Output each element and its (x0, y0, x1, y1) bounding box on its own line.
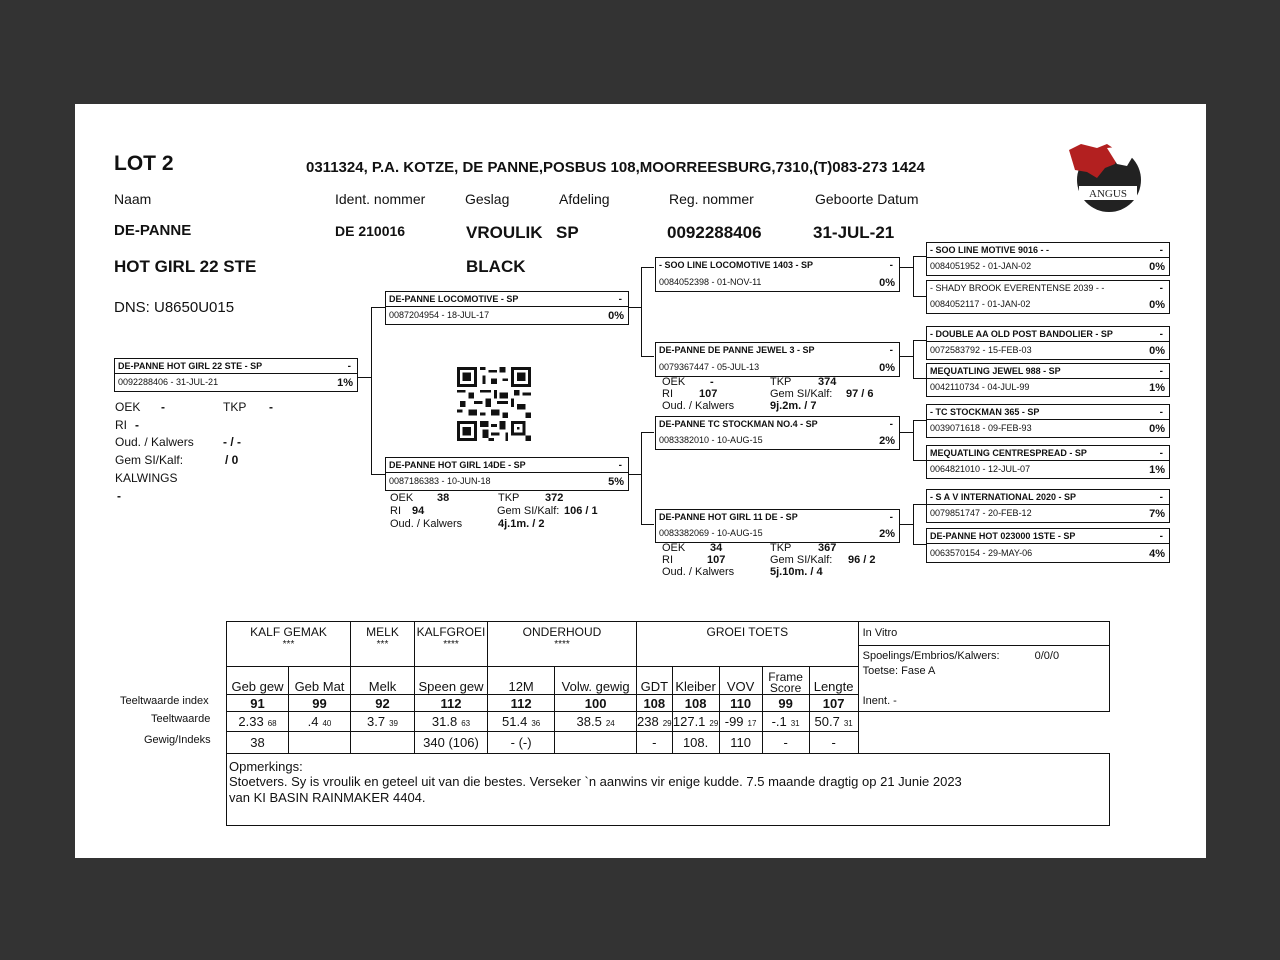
dam-performance (390, 492, 630, 532)
pedigree-box-name: - DOUBLE AA OLD POST BANDOLIER - SP (930, 329, 1113, 339)
pedigree-box-percent: 0% (1149, 423, 1165, 435)
label-ri: RI (662, 388, 673, 400)
remarks-text: Stoetvers. Sy is vroulik en geteel uit van die bestes. Verseker `n aanwins vir enige kudde. 7.5 maande dragtig op 21 Junie 2023 van KI BASIN RAINMAKER 4404. (229, 774, 962, 805)
inent-label: Inent. - (862, 695, 897, 707)
index-cell: 110 (719, 695, 762, 712)
value-oek: - (710, 376, 714, 388)
pedigree-box-divider (927, 419, 1169, 420)
pedigree-connector (641, 432, 654, 433)
pedigree-box-percent: 7% (1149, 508, 1165, 520)
ebv-value: -.1 (771, 714, 787, 729)
pedigree-connector (628, 307, 641, 308)
pedigree-box-sire (385, 291, 629, 325)
pedigree-box-percent: 5% (608, 476, 624, 488)
pedigree-box-reg: 0063570154 - 29-MAY-06 (930, 548, 1033, 558)
weight-cell: - (809, 732, 858, 754)
sire-dam-performance (662, 376, 902, 416)
ebv-cell (672, 712, 719, 732)
col-header: Geb gew (227, 667, 289, 695)
pedigree-box-dash: - (1159, 329, 1163, 340)
ebv-accuracy: 40 (322, 719, 332, 728)
col-header: 12M (488, 667, 555, 695)
pedigree-box-reg: 0064821010 - 12-JUL-07 (930, 464, 1031, 474)
pedigree-box-reg: 0084052117 - 01-JAN-02 (930, 299, 1031, 309)
index-cell: 91 (227, 695, 289, 712)
pedigree-box-dam-dam (655, 509, 900, 543)
value-oud-kalwers: - / - (223, 435, 241, 449)
col-header: VOV (719, 667, 762, 695)
lot-number: LOT 2 (114, 152, 174, 175)
toetse-label: Toetse: Fase A (862, 665, 936, 677)
label-ri: RI (390, 505, 401, 517)
pedigree-box-dash: - (618, 460, 622, 471)
ebv-accuracy: 68 (267, 719, 277, 728)
subject-performance (115, 398, 315, 508)
pedigree-box-name: DE-PANNE DE PANNE JEWEL 3 - SP (659, 345, 815, 355)
label-oud-kalwers: Oud. / Kalwers (115, 435, 194, 449)
pedigree-box-dash: - (618, 294, 622, 305)
pedigree-box-dash: - (1159, 245, 1163, 256)
pedigree-box-ggp (926, 280, 1170, 314)
group-label: MELK (366, 625, 399, 639)
pedigree-connector (628, 474, 641, 475)
weight-cell: - (637, 732, 673, 754)
value-gem: 106 / 1 (564, 505, 598, 517)
pedigree-box-divider (927, 257, 1169, 258)
value-ri: 94 (412, 505, 425, 517)
pedigree-box-dash: - (889, 512, 893, 523)
remarks-title: Opmerkings: (229, 759, 303, 774)
row-label-weights: Gewig/Indeks (144, 734, 211, 746)
pedigree-box-reg: 0039071618 - 09-FEB-93 (930, 423, 1032, 433)
pedigree-box-dam-sire (655, 416, 900, 450)
value-kalwings: - (117, 489, 121, 503)
label-geslag: Geslag (465, 191, 510, 207)
value-oud-kalwers: 5j.10m. / 4 (770, 566, 823, 578)
value-tkp: 374 (818, 376, 837, 388)
pedigree-connector (899, 267, 913, 268)
pedigree-connector (371, 307, 372, 474)
pedigree-box-divider (927, 543, 1169, 544)
row-label-index: Teeltwaarde index (120, 695, 209, 707)
pedigree-connector (913, 420, 914, 460)
ebv-table (226, 621, 1110, 826)
pedigree-connector (357, 377, 371, 378)
pedigree-box-ggp (926, 404, 1170, 438)
pedigree-connector (913, 544, 926, 545)
group-stars: **** (554, 639, 570, 650)
spoelings-row (859, 646, 1109, 662)
pedigree-connector (913, 460, 926, 461)
pedigree-connector (899, 432, 913, 433)
value-ri: 107 (699, 388, 718, 400)
pedigree-connector (641, 432, 642, 524)
index-cell: 112 (488, 695, 555, 712)
pedigree-connector (371, 474, 385, 475)
label-oud-kalwers: Oud. / Kalwers (390, 518, 463, 530)
weight-cell: - (-) (488, 732, 555, 754)
pedigree-box-divider (927, 341, 1169, 342)
label-gem: Gem SI/Kalf: (497, 505, 560, 517)
pedigree-connector (899, 356, 913, 357)
ebv-value: 31.8 (431, 714, 458, 729)
pedigree-box-divider (386, 472, 628, 473)
ebv-value: 50.7 (814, 714, 840, 729)
label-naam: Naam (114, 191, 152, 207)
pedigree-box-percent: 2% (879, 528, 895, 540)
in-vitro-label: In Vitro (859, 622, 1109, 646)
weight-cell: 38 (227, 732, 289, 754)
pedigree-box-divider (927, 504, 1169, 505)
pedigree-connector (913, 504, 914, 544)
pedigree-box-name: DE-PANNE HOT GIRL 14DE - SP (389, 460, 526, 470)
pedigree-box-name: DE-PANNE LOCOMOTIVE - SP (389, 294, 519, 304)
index-cell: 108 (672, 695, 719, 712)
pedigree-connector (913, 340, 926, 341)
animal-colour: BLACK (466, 257, 526, 276)
pedigree-box-name: - SOO LINE MOTIVE 9016 - - (930, 245, 1050, 255)
col-header: Speen gew (415, 667, 488, 695)
value-gem: 97 / 6 (846, 388, 874, 400)
col-header: Kleiber (672, 667, 719, 695)
animal-name-2: HOT GIRL 22 STE (114, 257, 257, 276)
pedigree-connector (913, 256, 914, 296)
value-tkp: 372 (545, 492, 564, 504)
col-header: Frame Score (762, 667, 809, 695)
label-oek: OEK (115, 400, 141, 414)
pedigree-box-reg: 0079851747 - 20-FEB-12 (930, 508, 1032, 518)
animal-reg: 0092288406 (667, 223, 762, 242)
pedigree-box-dash: - (1159, 448, 1163, 459)
pedigree-box-ggp (926, 489, 1170, 523)
label-kalwings: KALWINGS (115, 471, 178, 485)
pedigree-box-name: DE-PANNE HOT GIRL 22 STE - SP (118, 361, 263, 371)
col-header: Melk (351, 667, 415, 695)
label-oek: OEK (662, 376, 686, 388)
group-stars: *** (376, 639, 389, 650)
pedigree-box-dash: - (347, 361, 351, 372)
svg-text:ANGUS: ANGUS (1089, 188, 1127, 200)
weight-cell (289, 732, 351, 754)
pedigree-connector (641, 267, 654, 268)
label-gem: Gem SI/Kalf: (770, 554, 833, 566)
ebv-value: 238 (637, 714, 659, 729)
pedigree-box-divider (386, 306, 628, 307)
ebv-accuracy: 29 (709, 719, 719, 728)
pedigree-box-name: MEQUATLING JEWEL 988 - SP (930, 366, 1061, 376)
group-label: KALF GEMAK (250, 625, 327, 639)
pedigree-box-dash: - (1159, 366, 1163, 377)
group-kalf-gemak (227, 622, 351, 667)
ebv-cell (415, 712, 488, 732)
group-groei-toets (637, 622, 859, 667)
pedigree-box-name: DE-PANNE HOT 023000 1STE - SP (930, 531, 1076, 541)
pedigree-box-ggp (926, 445, 1170, 479)
pedigree-connector (641, 524, 654, 525)
group-label: GROEI TOETS (706, 625, 789, 639)
ebv-row (227, 712, 1110, 732)
value-ri: - (135, 418, 139, 432)
pedigree-box-ggp (926, 242, 1170, 276)
value-oud-kalwers: 9j.2m. / 7 (770, 400, 817, 412)
ebv-value: -99 (724, 714, 744, 729)
group-onderhoud (488, 622, 637, 667)
angus-logo (1067, 142, 1143, 214)
value-oek: - (161, 400, 165, 414)
remarks-panel (227, 754, 1110, 826)
dam-dam-performance (662, 542, 902, 582)
animal-name-1: DE-PANNE (114, 222, 192, 239)
ebv-value: 38.5 (576, 714, 602, 729)
index-cell: 108 (637, 695, 673, 712)
pedigree-connector (913, 256, 926, 257)
weight-cell (351, 732, 415, 754)
pedigree-box-dash: - (889, 419, 893, 430)
weight-cell: 108. (672, 732, 719, 754)
index-cell: 92 (351, 695, 415, 712)
pedigree-box-name: - SHADY BROOK EVERENTENSE 2039 - - (930, 283, 1105, 293)
pedigree-box-reg: 0042110734 - 04-JUL-99 (930, 382, 1030, 392)
weight-cell: - (762, 732, 809, 754)
label-oud-kalwers: Oud. / Kalwers (662, 400, 735, 412)
ebv-value: 127.1 (672, 714, 706, 729)
pedigree-box-ggp (926, 363, 1170, 397)
pedigree-box-percent: 1% (1149, 382, 1165, 394)
ebv-cell (227, 712, 289, 732)
pedigree-box-name: - S A V INTERNATIONAL 2020 - SP (930, 492, 1077, 502)
animal-dob: 31-JUL-21 (813, 223, 895, 242)
breeder-details: 0311324, P.A. KOTZE, DE PANNE,POSBUS 108,MOORREESBURG,7310,(T)083-273 1424 (306, 159, 925, 176)
pedigree-connector (913, 340, 914, 378)
spoelings-value: 0/0/0 (1034, 650, 1060, 662)
ebv-accuracy: 36 (531, 719, 541, 728)
ebv-cell (488, 712, 555, 732)
label-oud-kalwers: Oud. / Kalwers (662, 566, 735, 578)
ebv-accuracy: 24 (605, 719, 615, 728)
qr-code (455, 367, 533, 441)
ebv-accuracy: 39 (389, 719, 398, 728)
ebv-cell (289, 712, 351, 732)
pedigree-box-sire-dam (655, 342, 900, 377)
pedigree-connector (641, 267, 642, 356)
pedigree-box-subject (114, 358, 358, 392)
label-oek: OEK (662, 542, 686, 554)
pedigree-box-ggp (926, 326, 1170, 360)
weight-cell: 110 (719, 732, 762, 754)
pedigree-box-name: DE-PANNE HOT GIRL 11 DE - SP (659, 512, 798, 522)
pedigree-connector (913, 296, 926, 297)
ebv-cell (351, 712, 415, 732)
pedigree-box-reg: 0083382010 - 10-AUG-15 (659, 435, 763, 445)
ebv-cell (762, 712, 809, 732)
ebv-accuracy: 17 (747, 719, 757, 728)
pedigree-box-dash: - (889, 345, 893, 356)
pedigree-box-dam (385, 457, 629, 491)
label-tkp: TKP (770, 542, 792, 554)
value-gem: 96 / 2 (848, 554, 876, 566)
index-cell: 112 (415, 695, 488, 712)
pedigree-box-dash: - (1159, 283, 1163, 294)
label-afdeling: Afdeling (559, 191, 610, 207)
pedigree-box-percent: 0% (608, 310, 624, 322)
pedigree-box-name: - TC STOCKMAN 365 - SP (930, 407, 1040, 417)
animal-sex: VROULIK (466, 223, 543, 242)
index-cell: 107 (809, 695, 858, 712)
value-tkp: - (269, 400, 273, 414)
pedigree-box-percent: 0% (879, 277, 895, 289)
ebv-cell (719, 712, 762, 732)
group-label: ONDERHOUD (522, 625, 602, 639)
label-ident: Ident. nommer (335, 191, 426, 207)
pedigree-connector (371, 307, 385, 308)
pedigree-box-percent: 1% (1149, 464, 1165, 476)
ebv-accuracy: 31 (790, 719, 800, 728)
pedigree-box-reg: 0072583792 - 15-FEB-03 (930, 345, 1032, 355)
in-vitro-panel (858, 622, 1109, 712)
pedigree-box-percent: 0% (1149, 261, 1165, 273)
ebv-value: 3.7 (367, 714, 386, 729)
pedigree-box-percent: 0% (879, 362, 895, 374)
pedigree-box-name: MEQUATLING CENTRESPREAD - SP (930, 448, 1087, 458)
ebv-value: 51.4 (502, 714, 528, 729)
weight-cell (555, 732, 637, 754)
pedigree-box-divider (927, 460, 1169, 461)
ebv-accuracy: 63 (461, 719, 471, 728)
row-label-ebv: Teeltwaarde (151, 713, 211, 725)
label-oek: OEK (390, 492, 414, 504)
col-header: Volw. gewig (555, 667, 637, 695)
pedigree-box-reg: 0087204954 - 18-JUL-17 (389, 310, 490, 320)
pedigree-box-reg: 0079367447 - 05-JUL-13 (659, 362, 760, 372)
col-header: Geb Mat (289, 667, 351, 695)
pedigree-box-percent: 4% (1149, 548, 1165, 560)
ebv-accuracy: 29 (662, 719, 672, 728)
index-cell: 99 (289, 695, 351, 712)
value-tkp: 367 (818, 542, 837, 554)
ebv-cell (555, 712, 637, 732)
ebv-value: 2.33 (238, 714, 264, 729)
pedigree-box-reg: 0092288406 - 31-JUL-21 (118, 377, 219, 387)
pedigree-box-divider (115, 373, 357, 374)
dns-code: DNS: U8650U015 (114, 299, 235, 316)
col-header: Lengte (809, 667, 858, 695)
pedigree-box-dash: - (1159, 407, 1163, 418)
label-tkp: TKP (223, 400, 247, 414)
pedigree-box-name: - SOO LINE LOCOMOTIVE 1403 - SP (659, 260, 814, 270)
pedigree-box-dash: - (1159, 531, 1163, 542)
label-ri: RI (662, 554, 673, 566)
pedigree-box-reg: 0084052398 - 01-NOV-11 (659, 277, 762, 287)
label-gem: Gem SI/Kalf: (115, 453, 184, 467)
pedigree-connector (913, 420, 926, 421)
weight-row (227, 732, 1110, 754)
spoelings-label: Spoelings/Embrios/Kalwers: (862, 650, 1000, 662)
pedigree-connector (913, 378, 926, 379)
pedigree-box-reg: 0084051952 - 01-JAN-02 (930, 261, 1032, 271)
group-melk (351, 622, 415, 667)
pedigree-box-sire-sire (655, 257, 900, 292)
ebv-accuracy: 31 (843, 719, 853, 728)
pedigree-box-dash: - (889, 260, 893, 271)
pedigree-connector (913, 504, 926, 505)
animal-ident: DE 210016 (335, 223, 406, 239)
pedigree-box-percent: 0% (1149, 345, 1165, 357)
pedigree-box-name: DE-PANNE TC STOCKMAN NO.4 - SP (659, 419, 818, 429)
label-ri: RI (115, 418, 127, 432)
value-oud-kalwers: 4j.1m. / 2 (498, 518, 545, 530)
ebv-cell (637, 712, 673, 732)
sale-catalogue-page (75, 104, 1206, 858)
pedigree-box-percent: 1% (337, 377, 353, 389)
label-reg: Reg. nommer (669, 191, 754, 207)
label-tkp: TKP (770, 376, 792, 388)
index-cell: 99 (762, 695, 809, 712)
index-cell: 100 (555, 695, 637, 712)
pedigree-box-divider (927, 378, 1169, 379)
label-geboorte: Geboorte Datum (815, 191, 919, 207)
weight-cell: 340 (106) (415, 732, 488, 754)
pedigree-box-ggp (926, 528, 1170, 563)
pedigree-connector (899, 524, 913, 525)
label-tkp: TKP (498, 492, 520, 504)
group-kalfgroei (415, 622, 488, 667)
pedigree-box-reg: 0087186383 - 10-JUN-18 (389, 476, 491, 486)
value-oek: 34 (710, 542, 723, 554)
col-header: GDT (637, 667, 673, 695)
value-gem: / 0 (225, 453, 239, 467)
label-gem: Gem SI/Kalf: (770, 388, 833, 400)
pedigree-box-percent: 0% (1149, 299, 1165, 311)
ebv-value: .4 (307, 714, 319, 729)
value-oek: 38 (437, 492, 450, 504)
pedigree-connector (641, 356, 654, 357)
pedigree-box-dash: - (1159, 492, 1163, 503)
group-stars: **** (443, 639, 459, 650)
pedigree-box-reg: 0083382069 - 10-AUG-15 (659, 528, 763, 538)
group-stars: *** (282, 639, 295, 650)
group-label: KALFGROEI (416, 625, 486, 639)
ebv-cell (809, 712, 858, 732)
value-ri: 107 (707, 554, 726, 566)
animal-section: SP (556, 223, 579, 242)
pedigree-box-percent: 2% (879, 435, 895, 447)
